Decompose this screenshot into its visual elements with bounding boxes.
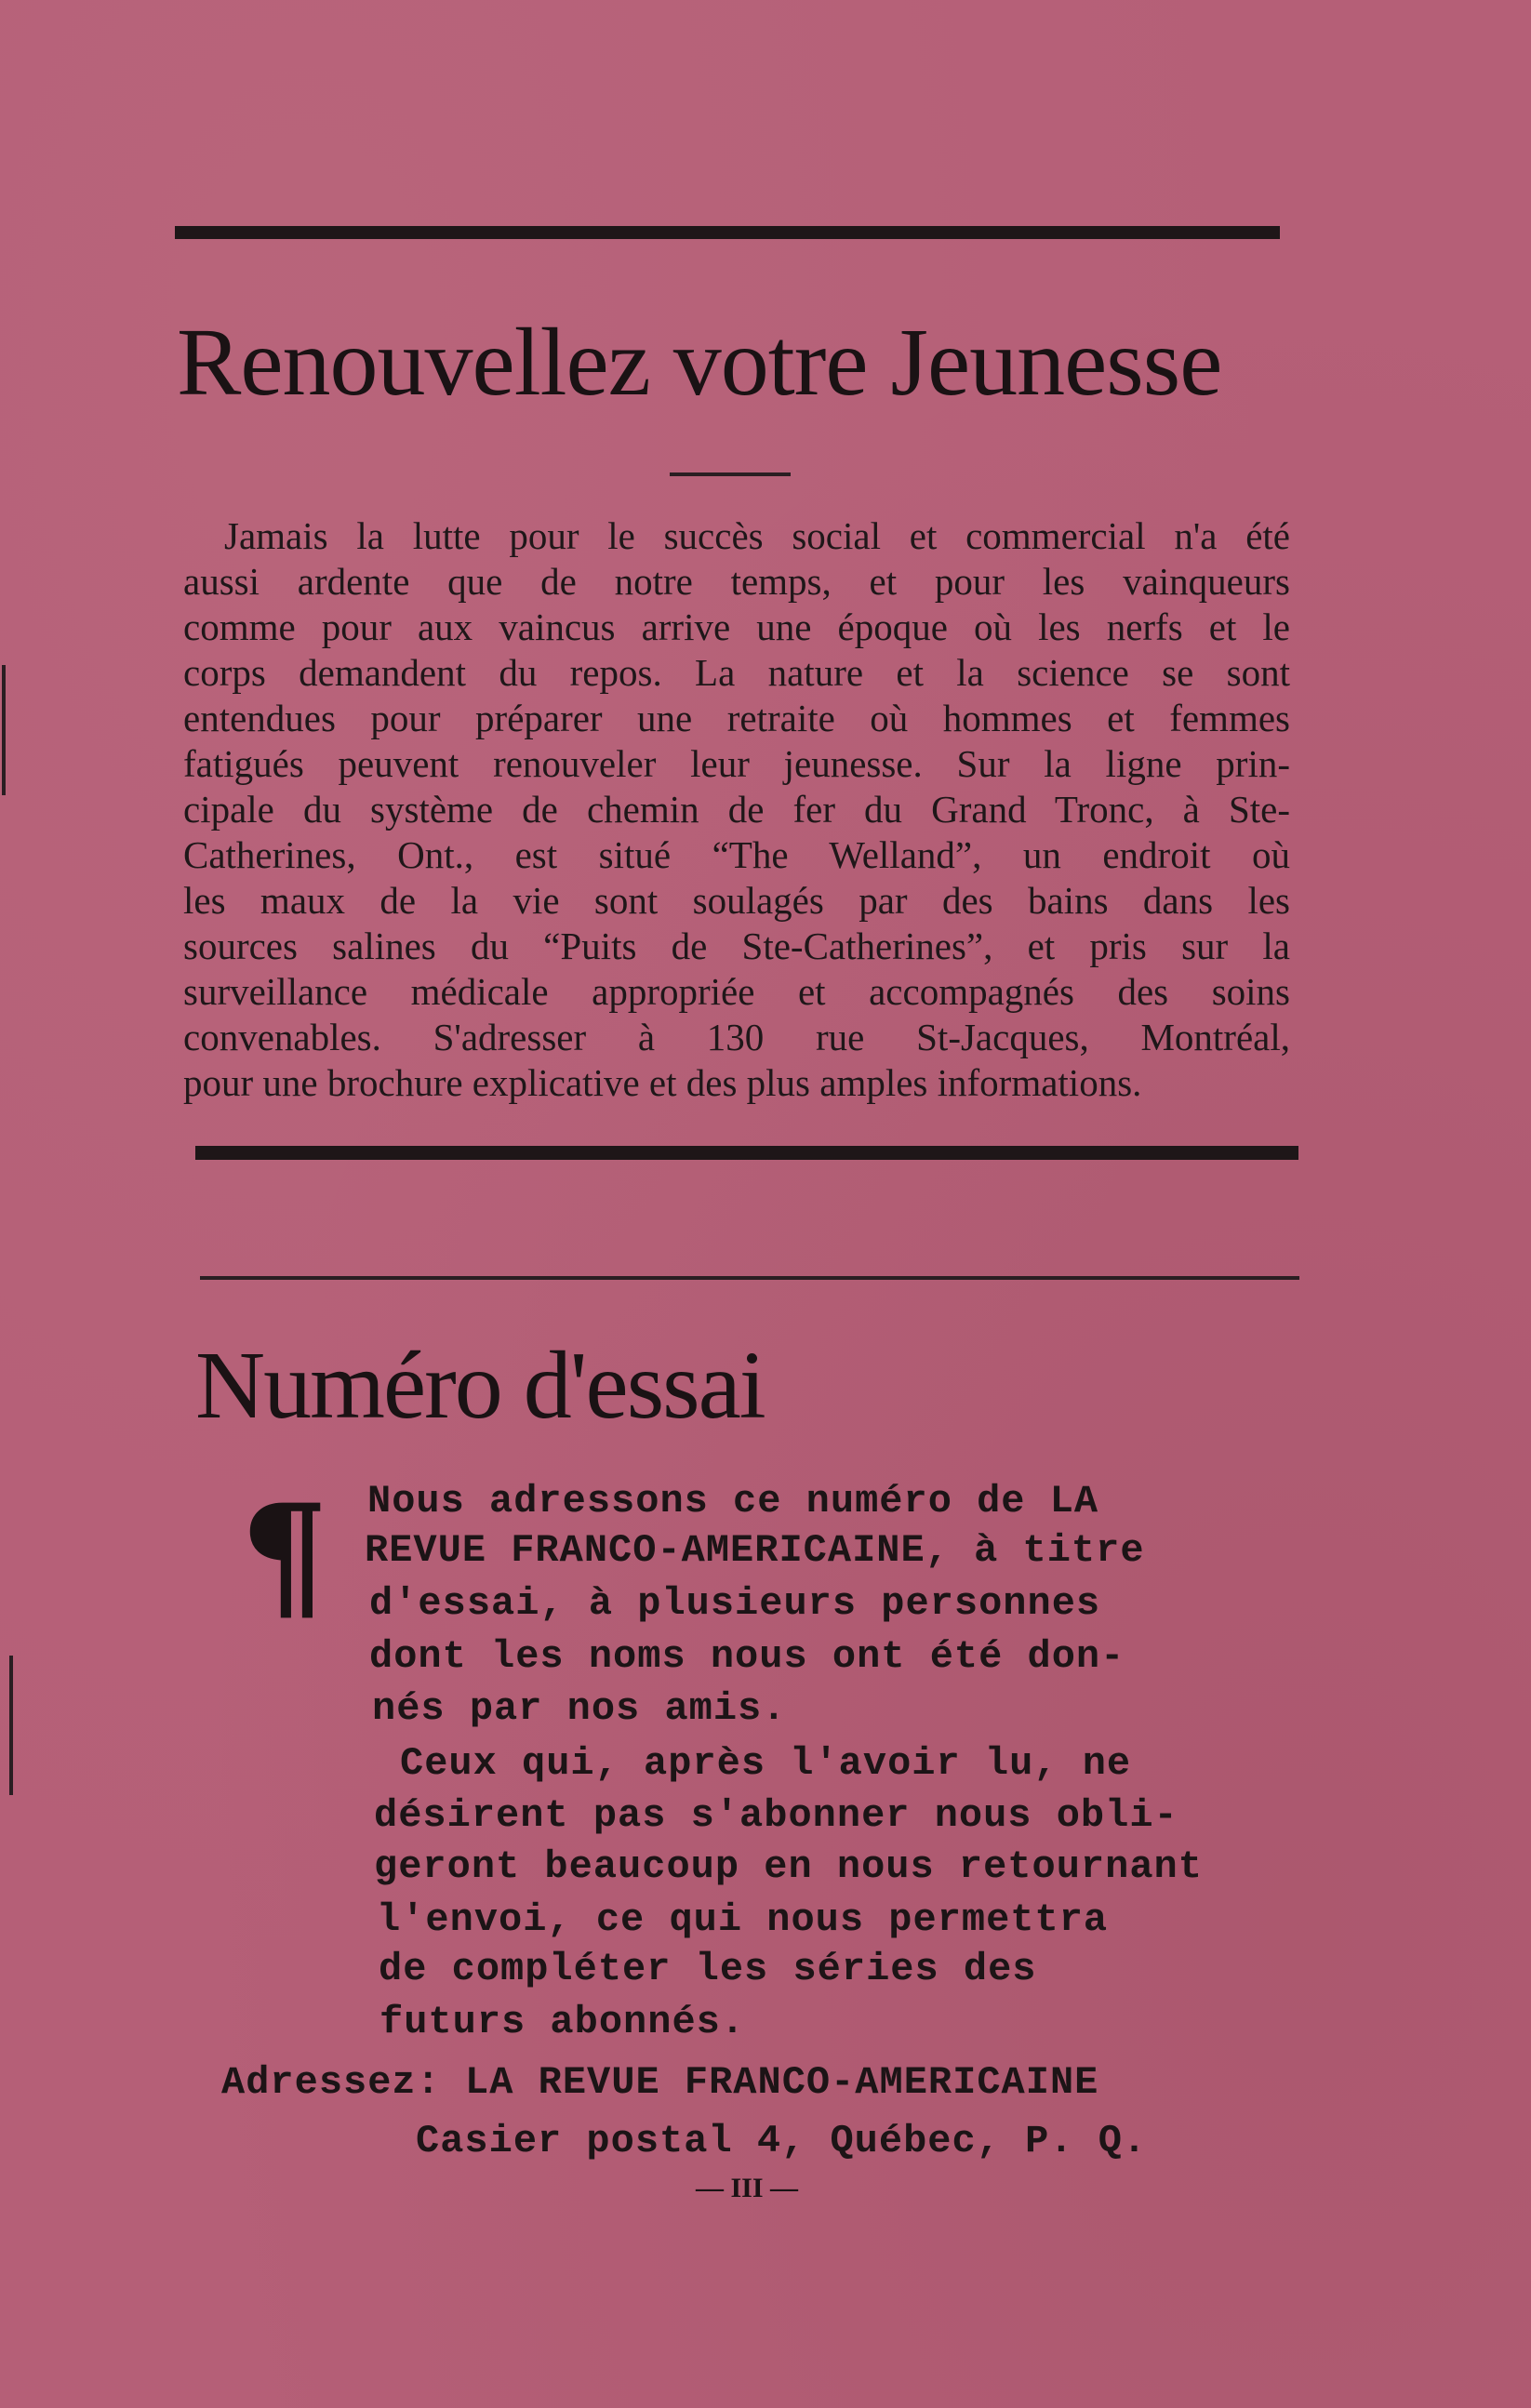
para1-line: nés par nos amis. [372, 1686, 787, 1731]
page-number: — III — [696, 2173, 799, 2203]
binding-mark-top [2, 665, 6, 795]
section1-body [183, 513, 1290, 1106]
address-line-2: Casier postal 4, Québec, P. Q. [416, 2119, 1148, 2163]
para1-line: d'essai, à plusieurs personnes [369, 1581, 1101, 1626]
para2-line: Ceux qui, après l'avoir lu, ne [400, 1741, 1132, 1786]
middle-rule [195, 1146, 1298, 1160]
body-line: corps demandent du repos. La nature et la science se sont [183, 651, 1290, 694]
para1-line: Nous adressons ce numéro de LA [367, 1479, 1099, 1523]
body-line: pour une brochure explicative et des plus amples informations. [183, 1061, 1142, 1104]
para2-line: l'envoi, ce qui nous permettra [377, 1897, 1109, 1942]
para2-line: geront beaucoup en nous retournant [374, 1844, 1203, 1889]
para1-line: REVUE FRANCO-AMERICAINE, à titre [365, 1528, 1145, 1573]
para2-line: de compléter les séries des [379, 1947, 1037, 1991]
body-line: les maux de la vie sont soulagés par des bains dans les [183, 879, 1290, 922]
body-line: surveillance médicale appropriée et accompagnés des soins [183, 970, 1290, 1013]
para1-line: dont les noms nous ont été don- [369, 1634, 1125, 1679]
body-line: sources salines du “Puits de Ste-Catherines”, et pris sur la [183, 925, 1290, 967]
para2-line: futurs abonnés. [379, 2000, 746, 2044]
body-line: fatigués peuvent renouveler leur jeunesse. Sur la ligne prin- [183, 742, 1290, 785]
body-line: Jamais la lutte pour le succès social et commercial n'a été [224, 514, 1290, 557]
body-line: aussi ardente que de notre temps, et pour les vainqueurs [183, 560, 1290, 603]
section2-title: Numéro d'essai [195, 1332, 765, 1439]
section2-top-rule [200, 1276, 1299, 1280]
body-line: Catherines, Ont., est situé “The Welland”, un endroit où [183, 833, 1290, 876]
section1-title: Renouvellez votre Jeunesse [177, 309, 1222, 416]
body-line: cipale du système de chemin de fer du Grand Tronc, à Ste- [183, 788, 1290, 831]
pilcrow-icon: ¶ [240, 1474, 329, 1638]
address-line-1: Adressez: LA REVUE FRANCO-AMERICAINE [221, 2060, 1099, 2105]
binding-mark-bottom [9, 1656, 13, 1795]
title-underline [670, 472, 791, 476]
para2-line: désirent pas s'abonner nous obli- [374, 1793, 1178, 1838]
body-line: entendues pour préparer une retraite où hommes et femmes [183, 697, 1290, 739]
body-line: convenables. S'adresser à 130 rue St-Jacques, Montréal, [183, 1016, 1290, 1058]
body-line: comme pour aux vaincus arrive une époque où les nerfs et le [183, 605, 1290, 648]
top-rule [175, 226, 1280, 239]
